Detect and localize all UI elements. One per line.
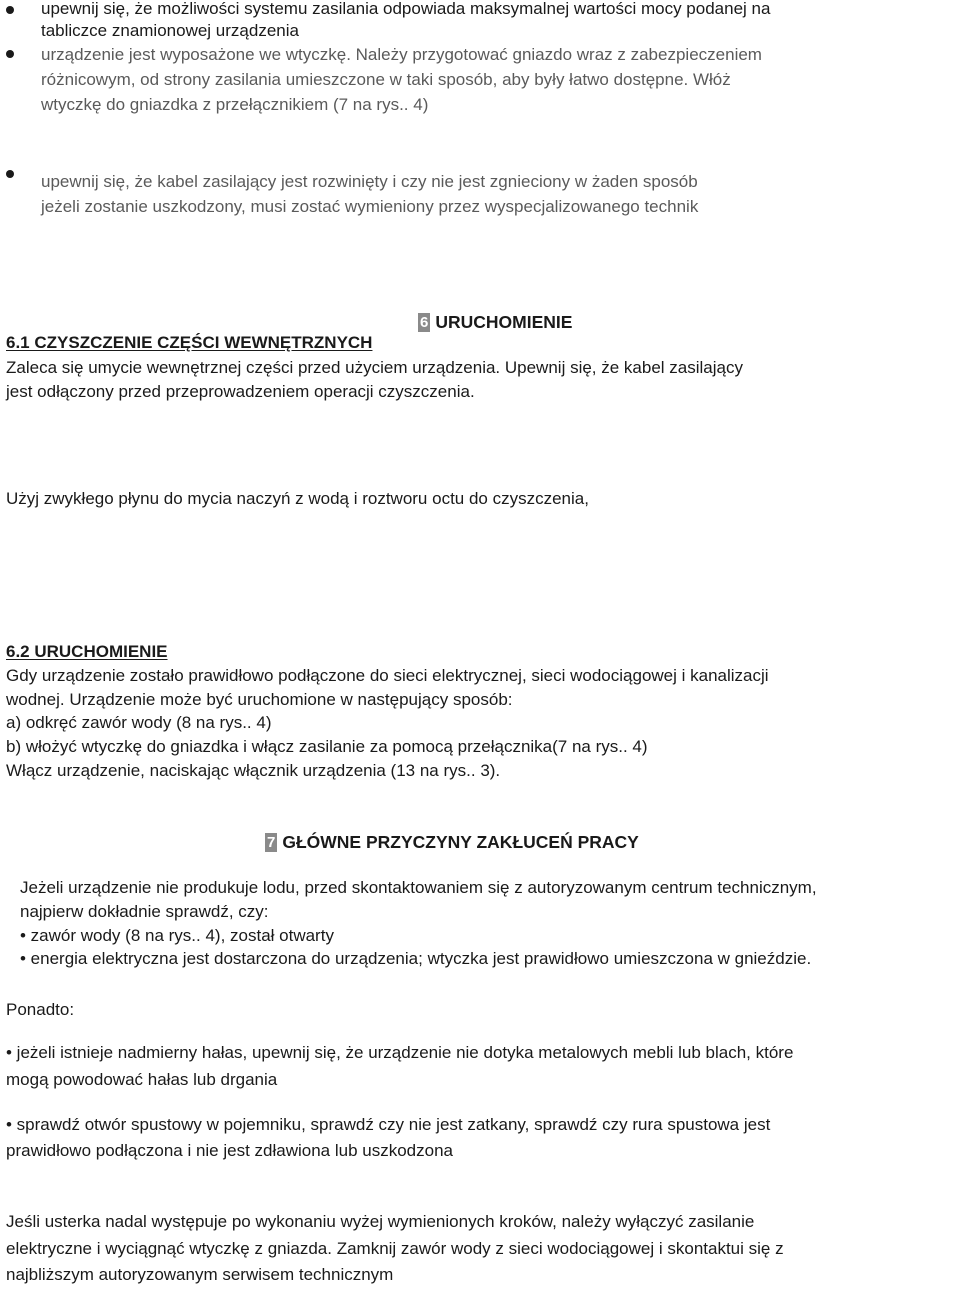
paragraph-line: • jeżeli istnieje nadmierny hałas, upewnij się, że urządzenie nie dotyka metalowych mebli lub blach, które — [6, 1043, 794, 1062]
section-title: URUCHOMIENIE — [435, 312, 573, 332]
intro-line: upewnij się, że możliwości systemu zasilania odpowiada maksymalnej wartości mocy podanej na — [41, 0, 771, 18]
paragraph-line: elektryczne i wyciągnąć wtyczkę z gniazda. Zamknij zawór wody z sieci wodociągowej i skontaktui się z — [6, 1239, 784, 1258]
section-number: 7 — [267, 834, 276, 851]
paragraph-line: prawidłowo podłączona i nie jest zdławiona lub uszkodzona — [6, 1141, 453, 1160]
paragraph-line: najbliższym autoryzowanym serwisem technicznym — [6, 1265, 394, 1284]
bullet-dot — [6, 50, 14, 58]
intro-line: urządzenie jest wyposażone we wtyczkę. Należy przygotować gniazdo wraz z zabezpieczeniem — [41, 45, 762, 64]
paragraph-line: • zawór wody (8 na rys.. 4), został otwarty — [20, 926, 334, 945]
subsection-heading: 6.1 CZYSZCZENIE CZĘŚCI WEWNĘTRZNYCH — [6, 333, 373, 352]
paragraph-line: b) włożyć wtyczkę do gniazdka i włącz zasilanie za pomocą przełącznika(7 na rys.. 4) — [6, 737, 648, 756]
paragraph-line: Jeżeli urządzenie nie produkuje lodu, przed skontaktowaniem się z autoryzowanym centrum technicznym, — [20, 878, 817, 897]
bullet-dot — [6, 170, 14, 178]
section-heading — [418, 311, 572, 333]
intro-line: różnicowym, od strony zasilania umieszczone w taki sposób, aby były łatwo dostępne. Włóż — [41, 70, 731, 89]
paragraph-line: Ponadto: — [6, 1000, 75, 1019]
intro-line: jeżeli zostanie uszkodzony, musi zostać wymieniony przez wyspecjalizowanego technik — [41, 197, 699, 216]
subsection-heading: 6.2 URUCHOMIENIE — [6, 642, 168, 661]
paragraph-line: • energia elektryczna jest dostarczona do urządzenia; wtyczka jest prawidłowo umieszczona w gnieździe. — [20, 949, 812, 968]
section-number: 6 — [420, 314, 429, 331]
paragraph-line: Gdy urządzenie zostało prawidłowo podłączone do sieci elektrycznej, sieci wodociągowej i kanalizacji — [6, 666, 769, 685]
paragraph-line: mogą powodować hałas lub drgania — [6, 1070, 278, 1089]
intro-line: tabliczce znamionowej urządzenia — [41, 21, 299, 40]
paragraph-line: • sprawdź otwór spustowy w pojemniku, sprawdź czy nie jest zatkany, sprawdź czy rura spustowa jest — [6, 1115, 771, 1134]
paragraph-line: a) odkręć zawór wody (8 na rys.. 4) — [6, 713, 272, 732]
intro-line: wtyczkę do gniazdka z przełącznikiem (7 na rys.. 4) — [41, 95, 429, 114]
intro-line: upewnij się, że kabel zasilający jest rozwinięty i czy nie jest zgnieciony w żaden sposób — [41, 172, 698, 191]
paragraph-line: najpierw dokładnie sprawdź, czy: — [20, 902, 269, 921]
section-heading — [265, 831, 639, 853]
paragraph-line: Użyj zwykłego płynu do mycia naczyń z wodą i roztworu octu do czyszczenia, — [6, 489, 589, 508]
paragraph-line: Jeśli usterka nadal występuje po wykonaniu wyżej wymienionych kroków, należy wyłączyć zasilanie — [6, 1212, 755, 1231]
paragraph-line: jest odłączony przed przeprowadzeniem operacji czyszczenia. — [6, 382, 475, 401]
section-title: GŁÓWNE PRZYCZYNY ZAKŁUCEŃ PRACY — [282, 832, 639, 852]
paragraph-line: Włącz urządzenie, naciskając włącznik urządzenia (13 na rys.. 3). — [6, 761, 501, 780]
paragraph-line: Zaleca się umycie wewnętrznej części przed użyciem urządzenia. Upewnij się, że kabel zasilający — [6, 358, 743, 377]
bullet-dot — [6, 6, 14, 14]
paragraph-line: wodnej. Urządzenie może być uruchomione w następujący sposób: — [6, 690, 513, 709]
